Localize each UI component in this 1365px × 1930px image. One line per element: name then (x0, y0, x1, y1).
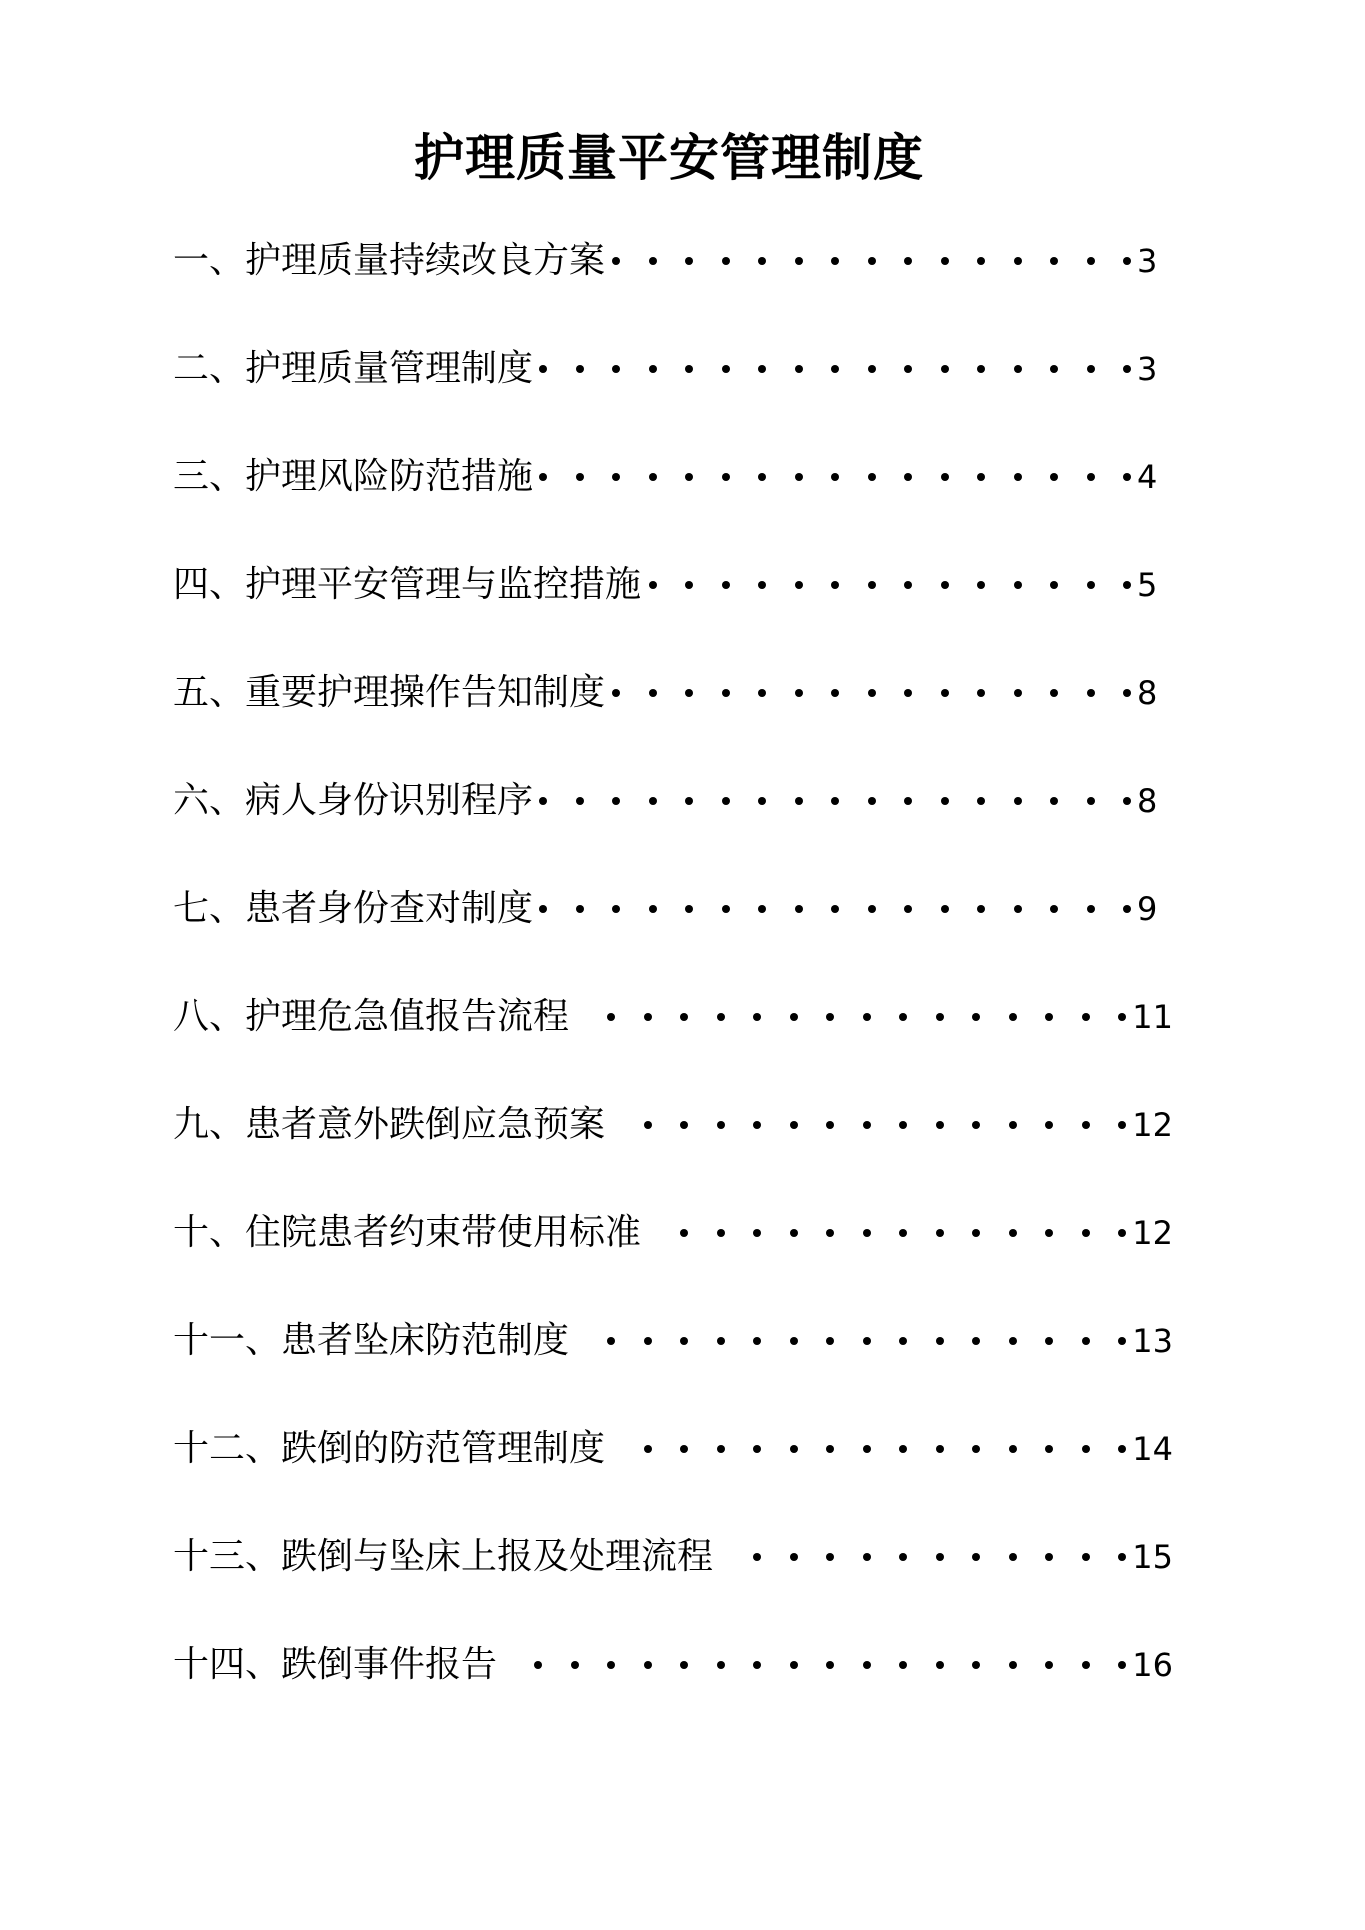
leader-dot (790, 1013, 798, 1021)
leader-dot (790, 1445, 798, 1453)
leader-dot (1123, 257, 1131, 265)
leader-dot (571, 1661, 579, 1669)
leader-dot (758, 365, 766, 373)
leader-dot (899, 1229, 907, 1237)
leader-dot (1123, 365, 1131, 373)
toc-entry (173, 229, 1173, 337)
leader-dot (649, 689, 657, 697)
leader-dot (649, 365, 657, 373)
toc-leader (607, 985, 1173, 1049)
leader-dot (868, 257, 876, 265)
leader-dot (649, 797, 657, 805)
leader-dot (941, 365, 949, 373)
toc-entry (173, 553, 1173, 661)
leader-dot (680, 1445, 688, 1453)
leader-dot (1014, 905, 1022, 913)
toc-entry-label: 十三、跌倒与坠床上报及处理流程 (173, 1536, 714, 1577)
leader-dot (539, 473, 547, 481)
leader-dot (868, 473, 876, 481)
leader-dot (753, 1553, 761, 1561)
toc-leader (607, 1309, 1173, 1373)
leader-dot (753, 1445, 761, 1453)
leader-dot (863, 1553, 871, 1561)
leader-dot (826, 1229, 834, 1237)
leader-dot (936, 1337, 944, 1345)
toc-page-number: 3 (1137, 350, 1158, 388)
dot-leader (607, 1013, 1132, 1021)
leader-dot (1009, 1661, 1017, 1669)
toc-page-number: 8 (1137, 782, 1158, 820)
leader-dot (863, 1661, 871, 1669)
toc-entry (173, 337, 1173, 445)
leader-dot (758, 905, 766, 913)
leader-dot (831, 905, 839, 913)
leader-dot (1118, 1553, 1126, 1561)
leader-dot (717, 1013, 725, 1021)
leader-dot (758, 473, 766, 481)
toc-entry (173, 1633, 1173, 1741)
leader-dot (1087, 581, 1095, 589)
leader-dot (680, 1121, 688, 1129)
toc-entry (173, 985, 1173, 1093)
toc-leader (539, 769, 1173, 833)
leader-dot (899, 1661, 907, 1669)
toc-page-number: 5 (1137, 566, 1158, 604)
dot-leader (539, 473, 1137, 481)
leader-dot (576, 473, 584, 481)
toc-entry (173, 445, 1173, 553)
toc-entry-label: 一、护理质量持续改良方案 (173, 240, 606, 281)
leader-dot (758, 257, 766, 265)
toc-leader (539, 877, 1173, 941)
leader-dot (1045, 1445, 1053, 1453)
leader-dot (795, 905, 803, 913)
leader-dot (1009, 1553, 1017, 1561)
leader-dot (685, 797, 693, 805)
leader-dot (899, 1553, 907, 1561)
dot-leader (539, 797, 1137, 805)
leader-dot (868, 581, 876, 589)
leader-dot (685, 365, 693, 373)
toc-page-number: 11 (1132, 998, 1173, 1036)
leader-dot (863, 1229, 871, 1237)
leader-dot (977, 797, 985, 805)
leader-dot (649, 257, 657, 265)
leader-dot (722, 905, 730, 913)
leader-dot (826, 1121, 834, 1129)
toc-entry (173, 1201, 1173, 1309)
leader-dot (576, 905, 584, 913)
leader-dot (685, 473, 693, 481)
toc-leader (539, 337, 1173, 401)
dot-leader (607, 1337, 1132, 1345)
leader-dot (753, 1229, 761, 1237)
leader-dot (831, 365, 839, 373)
leader-dot (680, 1013, 688, 1021)
leader-dot (795, 365, 803, 373)
toc-leader (753, 1525, 1173, 1589)
toc-entry (173, 1309, 1173, 1417)
leader-dot (826, 1445, 834, 1453)
dot-leader (539, 365, 1137, 373)
leader-dot (685, 257, 693, 265)
leader-dot (941, 257, 949, 265)
leader-dot (612, 905, 620, 913)
leader-dot (977, 365, 985, 373)
leader-dot (1009, 1445, 1017, 1453)
leader-dot (1118, 1337, 1126, 1345)
leader-dot (644, 1121, 652, 1129)
leader-dot (868, 365, 876, 373)
leader-dot (539, 797, 547, 805)
leader-dot (863, 1121, 871, 1129)
leader-dot (649, 473, 657, 481)
toc-entry-label: 十、住院患者约束带使用标准 (173, 1212, 642, 1253)
toc-entry-label: 九、患者意外跌倒应急预案 (173, 1104, 606, 1145)
leader-dot (790, 1337, 798, 1345)
leader-dot (717, 1445, 725, 1453)
toc-entry-label: 八、护理危急值报告流程 (173, 996, 570, 1037)
toc-page-number: 8 (1137, 674, 1158, 712)
leader-dot (863, 1013, 871, 1021)
leader-dot (1014, 257, 1022, 265)
leader-dot (936, 1013, 944, 1021)
toc-page-number: 14 (1132, 1430, 1173, 1468)
toc-entry (173, 1417, 1173, 1525)
leader-dot (1050, 365, 1058, 373)
leader-dot (1045, 1121, 1053, 1129)
dot-leader (753, 1553, 1132, 1561)
leader-dot (1050, 797, 1058, 805)
leader-dot (1050, 473, 1058, 481)
leader-dot (1123, 473, 1131, 481)
toc-page-number: 9 (1137, 890, 1158, 928)
leader-dot (1014, 473, 1022, 481)
leader-dot (644, 1337, 652, 1345)
leader-dot (1087, 365, 1095, 373)
leader-dot (1009, 1013, 1017, 1021)
leader-dot (790, 1121, 798, 1129)
leader-dot (1123, 581, 1131, 589)
toc-leader (534, 1633, 1173, 1697)
leader-dot (795, 473, 803, 481)
leader-dot (722, 257, 730, 265)
leader-dot (1087, 797, 1095, 805)
leader-dot (863, 1337, 871, 1345)
leader-dot (1082, 1445, 1090, 1453)
leader-dot (1009, 1337, 1017, 1345)
leader-dot (722, 797, 730, 805)
leader-dot (795, 581, 803, 589)
leader-dot (972, 1445, 980, 1453)
leader-dot (936, 1661, 944, 1669)
leader-dot (685, 689, 693, 697)
leader-dot (941, 797, 949, 805)
leader-dot (1118, 1445, 1126, 1453)
leader-dot (576, 797, 584, 805)
leader-dot (826, 1013, 834, 1021)
dot-leader (612, 689, 1137, 697)
toc-entry (173, 877, 1173, 985)
toc-entry-label: 十一、患者坠床防范制度 (173, 1320, 570, 1361)
leader-dot (539, 905, 547, 913)
toc-page-number: 13 (1132, 1322, 1173, 1360)
toc-page-number: 15 (1132, 1538, 1173, 1576)
toc-page-number: 4 (1137, 458, 1158, 496)
leader-dot (612, 257, 620, 265)
leader-dot (826, 1337, 834, 1345)
leader-dot (831, 257, 839, 265)
leader-dot (1082, 1229, 1090, 1237)
leader-dot (899, 1121, 907, 1129)
leader-dot (790, 1553, 798, 1561)
leader-dot (972, 1661, 980, 1669)
leader-dot (1087, 473, 1095, 481)
leader-dot (576, 365, 584, 373)
leader-dot (607, 1661, 615, 1669)
toc-entry (173, 1525, 1173, 1633)
leader-dot (831, 581, 839, 589)
leader-dot (1082, 1337, 1090, 1345)
leader-dot (826, 1661, 834, 1669)
leader-dot (1050, 905, 1058, 913)
leader-dot (722, 473, 730, 481)
toc-entry (173, 661, 1173, 769)
leader-dot (1087, 905, 1095, 913)
leader-dot (753, 1661, 761, 1669)
leader-dot (1123, 689, 1131, 697)
leader-dot (972, 1229, 980, 1237)
leader-dot (539, 365, 547, 373)
leader-dot (904, 797, 912, 805)
toc-entry-label: 六、病人身份识别程序 (173, 780, 534, 821)
leader-dot (977, 581, 985, 589)
leader-dot (717, 1661, 725, 1669)
leader-dot (722, 689, 730, 697)
leader-dot (680, 1337, 688, 1345)
leader-dot (795, 689, 803, 697)
toc-page-number: 16 (1132, 1646, 1173, 1684)
leader-dot (644, 1013, 652, 1021)
leader-dot (1082, 1553, 1090, 1561)
leader-dot (868, 797, 876, 805)
leader-dot (612, 689, 620, 697)
leader-dot (904, 581, 912, 589)
leader-dot (790, 1661, 798, 1669)
leader-dot (936, 1553, 944, 1561)
toc-leader (649, 553, 1174, 617)
leader-dot (1045, 1229, 1053, 1237)
leader-dot (790, 1229, 798, 1237)
leader-dot (826, 1553, 834, 1561)
leader-dot (685, 905, 693, 913)
toc-page-number: 12 (1132, 1214, 1173, 1252)
leader-dot (612, 365, 620, 373)
leader-dot (863, 1445, 871, 1453)
dot-leader (534, 1661, 1132, 1669)
leader-dot (904, 257, 912, 265)
leader-dot (899, 1337, 907, 1345)
toc-entry-label: 七、患者身份查对制度 (173, 888, 534, 929)
table-of-contents (173, 229, 1173, 1741)
leader-dot (1014, 689, 1022, 697)
leader-dot (972, 1121, 980, 1129)
leader-dot (1087, 689, 1095, 697)
leader-dot (904, 905, 912, 913)
leader-dot (722, 581, 730, 589)
toc-leader (644, 1093, 1173, 1157)
toc-entry-label: 十二、跌倒的防范管理制度 (173, 1428, 606, 1469)
leader-dot (1087, 257, 1095, 265)
leader-dot (977, 257, 985, 265)
toc-entry-label: 二、护理质量管理制度 (173, 348, 534, 389)
leader-dot (612, 797, 620, 805)
toc-leader (644, 1417, 1173, 1481)
leader-dot (795, 257, 803, 265)
leader-dot (1082, 1013, 1090, 1021)
leader-dot (1050, 581, 1058, 589)
leader-dot (717, 1337, 725, 1345)
leader-dot (972, 1337, 980, 1345)
leader-dot (1045, 1337, 1053, 1345)
leader-dot (831, 689, 839, 697)
leader-dot (936, 1121, 944, 1129)
dot-leader (539, 905, 1137, 913)
leader-dot (977, 689, 985, 697)
leader-dot (977, 905, 985, 913)
toc-leader (612, 661, 1173, 725)
leader-dot (899, 1445, 907, 1453)
toc-entry (173, 1093, 1173, 1201)
leader-dot (941, 581, 949, 589)
leader-dot (941, 689, 949, 697)
leader-dot (1009, 1121, 1017, 1129)
dot-leader (680, 1229, 1132, 1237)
leader-dot (1050, 257, 1058, 265)
dot-leader (649, 581, 1138, 589)
leader-dot (717, 1121, 725, 1129)
leader-dot (904, 473, 912, 481)
toc-page-number: 12 (1132, 1106, 1173, 1144)
leader-dot (1045, 1661, 1053, 1669)
leader-dot (1118, 1661, 1126, 1669)
leader-dot (1014, 797, 1022, 805)
leader-dot (831, 797, 839, 805)
leader-dot (717, 1229, 725, 1237)
leader-dot (936, 1445, 944, 1453)
leader-dot (868, 905, 876, 913)
toc-leader (612, 229, 1173, 293)
leader-dot (904, 365, 912, 373)
leader-dot (534, 1661, 542, 1669)
leader-dot (941, 905, 949, 913)
toc-entry-label: 四、护理平安管理与监控措施 (173, 564, 642, 605)
toc-page-number: 3 (1137, 242, 1158, 280)
leader-dot (722, 365, 730, 373)
leader-dot (758, 581, 766, 589)
leader-dot (680, 1229, 688, 1237)
toc-entry-label: 五、重要护理操作告知制度 (173, 672, 606, 713)
leader-dot (1045, 1013, 1053, 1021)
leader-dot (1082, 1661, 1090, 1669)
toc-entry (173, 769, 1173, 877)
leader-dot (644, 1445, 652, 1453)
leader-dot (753, 1121, 761, 1129)
leader-dot (649, 581, 657, 589)
dot-leader (612, 257, 1137, 265)
document-title: 护理质量平安管理制度 (414, 128, 924, 187)
leader-dot (685, 581, 693, 589)
leader-dot (1045, 1553, 1053, 1561)
toc-leader (539, 445, 1173, 509)
leader-dot (1118, 1013, 1126, 1021)
leader-dot (1082, 1121, 1090, 1129)
leader-dot (758, 797, 766, 805)
leader-dot (1014, 365, 1022, 373)
leader-dot (1014, 581, 1022, 589)
leader-dot (868, 689, 876, 697)
dot-leader (644, 1445, 1133, 1453)
toc-entry-label: 三、护理风险防范措施 (173, 456, 534, 497)
leader-dot (1050, 689, 1058, 697)
leader-dot (831, 473, 839, 481)
leader-dot (753, 1337, 761, 1345)
leader-dot (644, 1661, 652, 1669)
leader-dot (899, 1013, 907, 1021)
leader-dot (1123, 797, 1131, 805)
leader-dot (612, 473, 620, 481)
leader-dot (680, 1661, 688, 1669)
leader-dot (977, 473, 985, 481)
toc-entry-label: 十四、跌倒事件报告 (173, 1644, 498, 1685)
leader-dot (972, 1013, 980, 1021)
toc-leader (680, 1201, 1173, 1265)
leader-dot (649, 905, 657, 913)
leader-dot (1118, 1121, 1126, 1129)
leader-dot (1118, 1229, 1126, 1237)
leader-dot (607, 1013, 615, 1021)
leader-dot (936, 1229, 944, 1237)
leader-dot (972, 1553, 980, 1561)
leader-dot (607, 1337, 615, 1345)
leader-dot (1123, 905, 1131, 913)
leader-dot (941, 473, 949, 481)
leader-dot (758, 689, 766, 697)
leader-dot (904, 689, 912, 697)
leader-dot (753, 1013, 761, 1021)
leader-dot (1009, 1229, 1017, 1237)
dot-leader (644, 1121, 1133, 1129)
leader-dot (795, 797, 803, 805)
